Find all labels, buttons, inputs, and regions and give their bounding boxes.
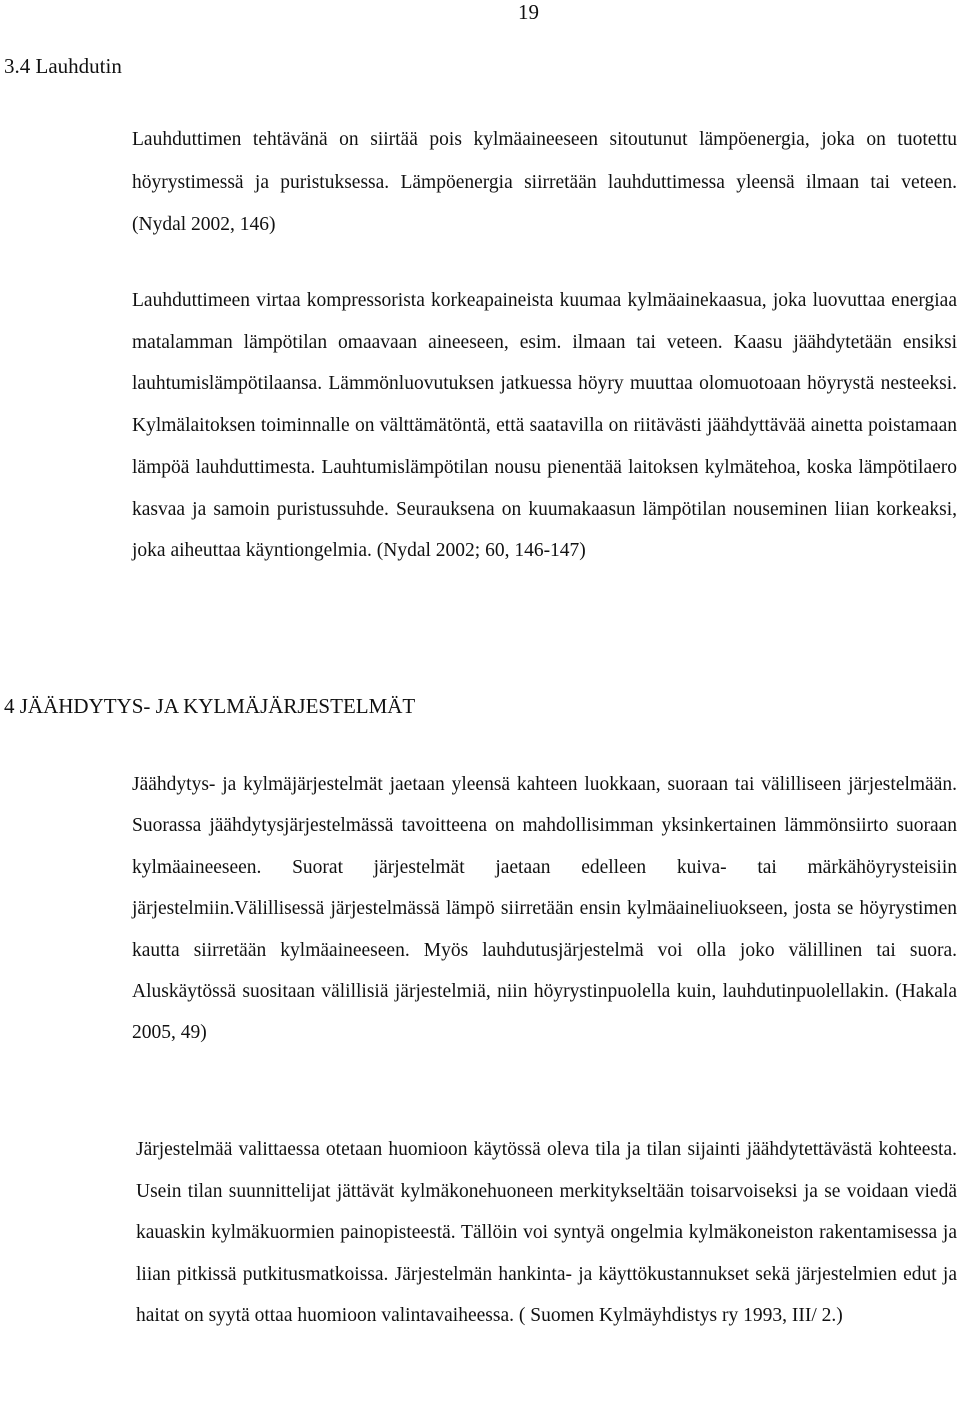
body-paragraph: Lauhduttimen tehtävänä on siirtää pois kylmäaineeseen sitoutunut lämpöenergia, joka on tuotettu höyrystimessä ja puristuksessa. Lämpöenergia siirretään lauhduttimessa yleensä ilmaan tai veteen. (Nydal 2002, 146) bbox=[132, 129, 957, 236]
body-paragraph: Jäähdytys- ja kylmäjärjestelmät jaetaan yleensä kahteen luokkaan, suoraan tai välilliseen järjestelmään. Suorassa jäähdytysjärjestelmässä tavoitteena on mahdollisimman yksinkertainen lämmönsiirto suoraan kylmäaineeseen. Suorat järjestelmät jaetaan edelleen kuiva- tai märkähöyrysteisiin järjestelmiin.Välillisessä järjestelmässä lämpö siirretään ensin kylmäaineliuokseen, josta se höyrystimen kautta siirretään kylmäaineeseen. Myös lauhdutusjärjestelmä voi olla joko välillinen tai suora. Aluskäytössä suositaan välillisiä järjestelmiä, niin höyrystinpuolella kuin, lauhdutinpuolellakin. (Hakala 2005, 49) bbox=[132, 774, 957, 1044]
body-paragraph: Järjestelmää valittaessa otetaan huomioon käytössä oleva tila ja tilan sijainti jäähdytettävästä kohteesta. Usein tilan suunnittelijat jättävät kylmäkonehuoneen merkitykseltään toisarvoiseksi ja se voidaan viedä kauaskin kylmäkuormien painopisteestä. Tällöin voi syntyä ongelmia kylmäkoneiston rakentamisessa ja liian pitkissä putkitusmatkoissa. Järjestelmän hankinta- ja käyttökustannukset sekä järjestelmien edut ja haitat on syytä ottaa huomioon valintavaiheessa. ( Suomen Kylmäyhdistys ry 1993, III/ 2.) bbox=[136, 1139, 957, 1326]
page-number: 19 bbox=[518, 0, 539, 24]
body-paragraph: Lauhduttimeen virtaa kompressorista korkeapaineista kuumaa kylmäainekaasua, joka luovuttaa energiaa matalamman lämpötilan omaavaan aineeseen, esim. ilmaan tai veteen. Kaasu jäähdytetään ensiksi lauhtumislämpötilaansa. Lämmönluovutuksen jatkuessa höyry muuttaa olomuotoaan höyrystä nesteeksi. Kylmälaitoksen toiminnalle on välttämätöntä, että saatavilla on riitävästi jäähdyttävää ainetta poistamaan lämpöä lauhduttimesta. Lauhtumislämpötilan nousu pienentää laitoksen kylmätehoa, koska lämpötilaero kasvaa ja samoin puristussuhde. Seurauksena on kuumakaasun lämpötilan nouseminen liian korkeaksi, joka aiheuttaa käyntiongelmia. (Nydal 2002; 60, 146-147) bbox=[132, 290, 957, 562]
chapter-heading-4: 4 JÄÄHDYTYS- JA KYLMÄJÄRJESTELMÄT bbox=[4, 694, 416, 718]
section-heading-3-4: 3.4 Lauhdutin bbox=[4, 54, 122, 78]
